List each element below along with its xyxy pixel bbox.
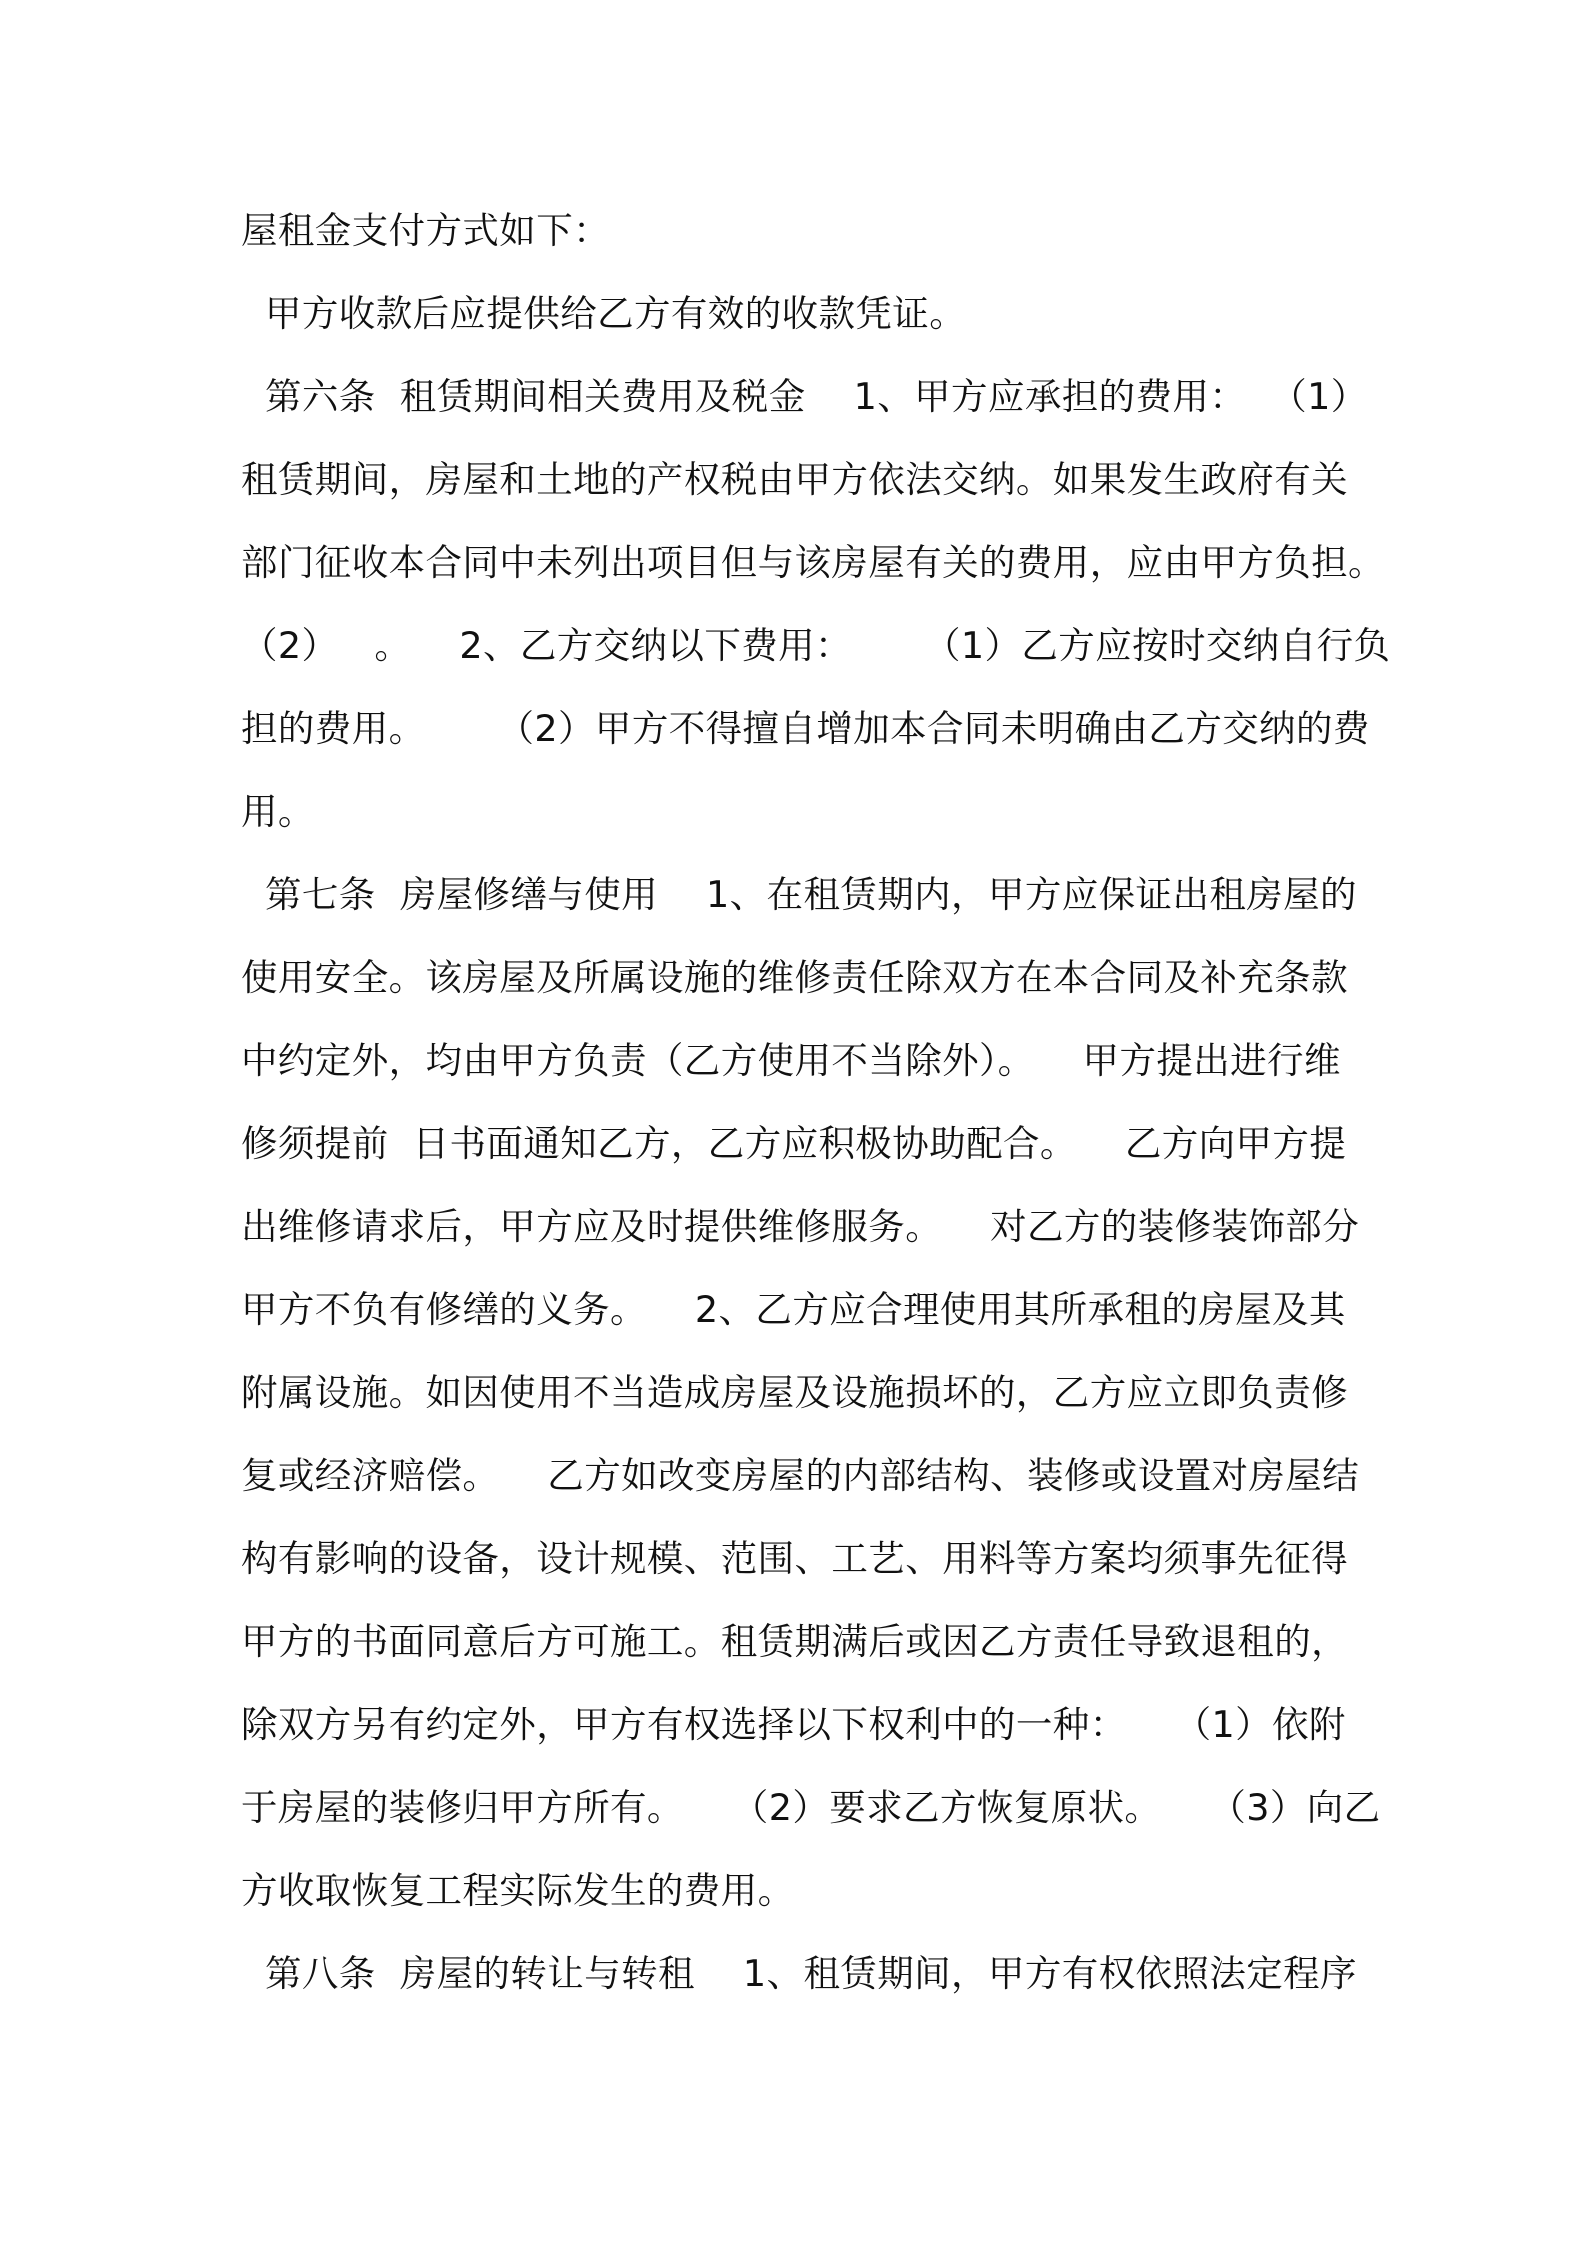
text-line: 附属设施。如因使用不当造成房屋及设施损坏的，乙方应立即负责修 (241, 1371, 1348, 1414)
text-line: 第六条 租赁期间相关费用及税金 1、甲方应承担的费用： （1） (241, 375, 1368, 418)
text-line: 甲方的书面同意后方可施工。租赁期满后或因乙方责任导致退租的， (241, 1620, 1348, 1663)
text-line: 修须提前 日书面通知乙方，乙方应积极协助配合。 乙方向甲方提 (241, 1122, 1347, 1165)
text-line: 出维修请求后，甲方应及时提供维修服务。 对乙方的装修装饰部分 (241, 1205, 1360, 1248)
text-line: 方收取恢复工程实际发生的费用。 (241, 1869, 795, 1912)
text-line: 复或经济赔偿。 乙方如改变房屋的内部结构、装修或设置对房屋结 (241, 1454, 1360, 1497)
text-line: 租赁期间，房屋和土地的产权税由甲方依法交纳。如果发生政府有关 (241, 458, 1348, 501)
text-line: 屋租金支付方式如下： (241, 209, 610, 252)
text-line: 中约定外，均由甲方负责（乙方使用不当除外）。 甲方提出进行维 (241, 1039, 1341, 1082)
text-line: 于房屋的装修归甲方所有。 （2）要求乙方恢复原状。 （3）向乙 (241, 1786, 1381, 1829)
text-line: 用。 (241, 790, 315, 833)
text-line: 第八条 房屋的转让与转租 1、租赁期间，甲方有权依照法定程序 (241, 1952, 1357, 1995)
text-line: 使用安全。该房屋及所属设施的维修责任除双方在本合同及补充条款 (241, 956, 1348, 999)
text-line: 第七条 房屋修缮与使用 1、在租赁期内，甲方应保证出租房屋的 (241, 873, 1357, 916)
text-line: （2） 。 2、乙方交纳以下费用： （1）乙方应按时交纳自行负 (241, 624, 1391, 667)
text-line: 甲方收款后应提供给乙方有效的收款凭证。 (241, 292, 967, 335)
text-line: 除双方另有约定外，甲方有权选择以下权利中的一种： （1）依附 (241, 1703, 1346, 1746)
text-line: 甲方不负有修缮的义务。 2、乙方应合理使用其所承租的房屋及其 (241, 1288, 1346, 1331)
text-line: 担的费用。 （2）甲方不得擅自增加本合同未明确由乙方交纳的费 (241, 707, 1370, 750)
text-line: 部门征收本合同中未列出项目但与该房屋有关的费用，应由甲方负担。 (241, 541, 1385, 584)
text-line: 构有影响的设备，设计规模、范围、工艺、用料等方案均须事先征得 (241, 1537, 1348, 1580)
